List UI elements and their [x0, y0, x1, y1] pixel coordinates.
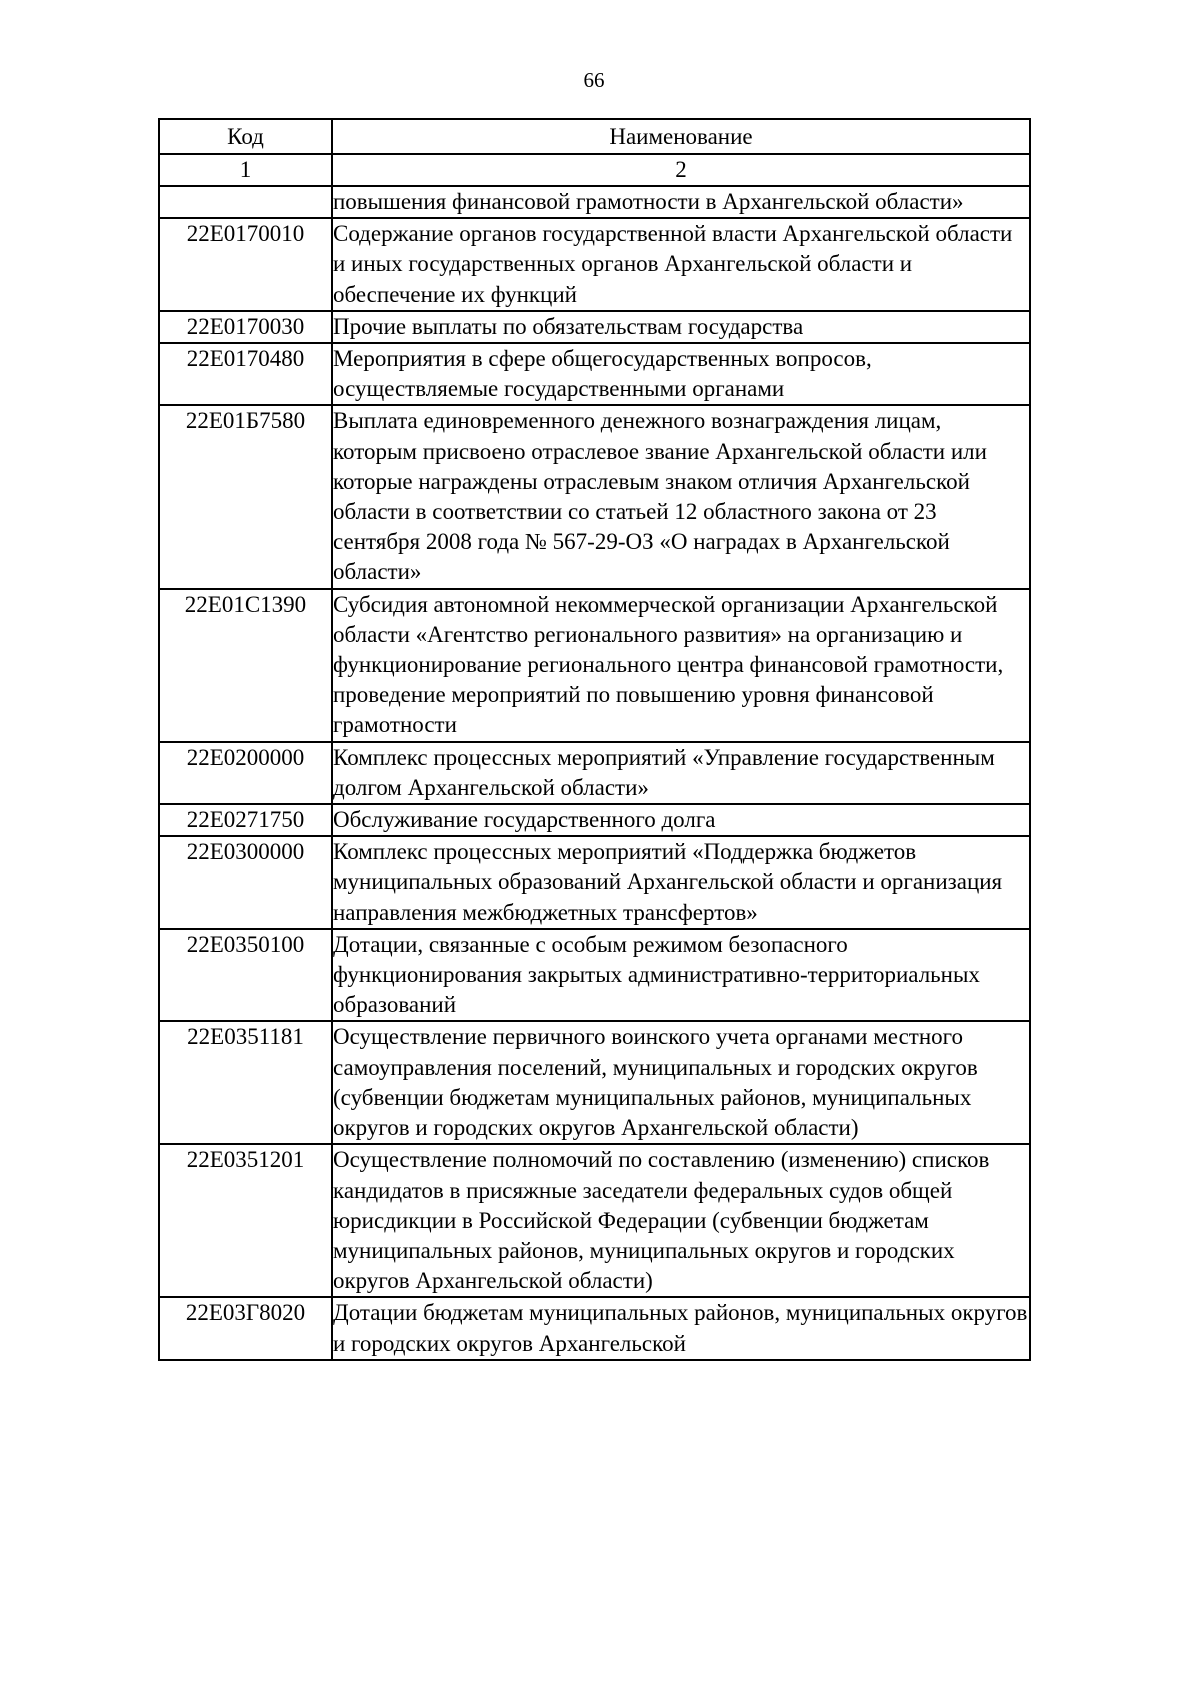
header-name: Наименование: [332, 119, 1030, 154]
column-number-2: 2: [332, 154, 1030, 186]
table-row: [159, 1297, 1030, 1359]
row-name: Мероприятия в сфере общегосударственных вопросов, осуществляемые государственными органами: [332, 343, 1030, 405]
table-row: [159, 343, 1030, 405]
table-row: [159, 804, 1030, 836]
row-name: Обслуживание государственного долга: [332, 804, 1030, 836]
row-code: 22Е03Г8020: [159, 1297, 332, 1359]
budget-classification-table: [158, 118, 1031, 1361]
row-code: 22Е0300000: [159, 836, 332, 929]
table-row: [159, 742, 1030, 804]
row-code: 22Е0351201: [159, 1144, 332, 1297]
row-code: 22Е0271750: [159, 804, 332, 836]
row-code: 22Е0351181: [159, 1021, 332, 1144]
row-code: 22Е0350100: [159, 929, 332, 1022]
table-row: [159, 589, 1030, 742]
row-name: Субсидия автономной некоммерческой организации Архангельской области «Агентство регионального развития» на организацию и функционирование регионального центра финансовой грамотности, проведение мероприятий по повышению уровня финансовой грамотности: [332, 589, 1030, 742]
row-code: 22Е0170010: [159, 218, 332, 311]
table-body: [159, 186, 1030, 1360]
row-name: Дотации, связанные с особым режимом безопасного функционирования закрытых административно-территориальных образований: [332, 929, 1030, 1022]
table-row: [159, 311, 1030, 343]
column-number-1: 1: [159, 154, 332, 186]
row-name: Осуществление полномочий по составлению (изменению) списков кандидатов в присяжные заседатели федеральных судов общей юрисдикции в Российской Федерации (субвенции бюджетам муниципальных районов, муниципальных округов и городских округов Архангельской области): [332, 1144, 1030, 1297]
row-code: 22Е0200000: [159, 742, 332, 804]
table-row: [159, 1021, 1030, 1144]
row-name: Содержание органов государственной власти Архангельской области и иных государственных органов Архангельской области и обеспечение их функций: [332, 218, 1030, 311]
table-row: [159, 836, 1030, 929]
table-row: [159, 929, 1030, 1022]
row-name: Комплекс процессных мероприятий «Поддержка бюджетов муниципальных образований Архангельской области и организация направления межбюджетных трансфертов»: [332, 836, 1030, 929]
row-code: 22Е01Б7580: [159, 405, 332, 588]
header-row: [159, 119, 1030, 154]
row-code: 22Е01С1390: [159, 589, 332, 742]
row-name: Комплекс процессных мероприятий «Управление государственным долгом Архангельской области»: [332, 742, 1030, 804]
header-code: Код: [159, 119, 332, 154]
row-name: Дотации бюджетам муниципальных районов, муниципальных округов и городских округов Архангельской: [332, 1297, 1030, 1359]
table-row: [159, 405, 1030, 588]
column-number-row: [159, 154, 1030, 186]
table-row: [159, 218, 1030, 311]
row-name: Прочие выплаты по обязательствам государства: [332, 311, 1030, 343]
row-name: повышения финансовой грамотности в Архангельской области»: [332, 186, 1030, 218]
row-code: 22Е0170030: [159, 311, 332, 343]
row-code: [159, 186, 332, 218]
row-name: Выплата единовременного денежного вознаграждения лицам, которым присвоено отраслевое звание Архангельской области или которые награждены отраслевым знаком отличия Архангельской области в соответствии со статьей 12 областного закона от 23 сентября 2008 года № 567-29-ОЗ «О наградах в Архангельской области»: [332, 405, 1030, 588]
table-row: [159, 186, 1030, 218]
row-name: Осуществление первичного воинского учета органами местного самоуправления поселений, муниципальных и городских округов (субвенции бюджетам муниципальных районов, муниципальных округов и городских округов Архангельской области): [332, 1021, 1030, 1144]
table-row: [159, 1144, 1030, 1297]
row-code: 22Е0170480: [159, 343, 332, 405]
page-number: 66: [583, 68, 605, 92]
